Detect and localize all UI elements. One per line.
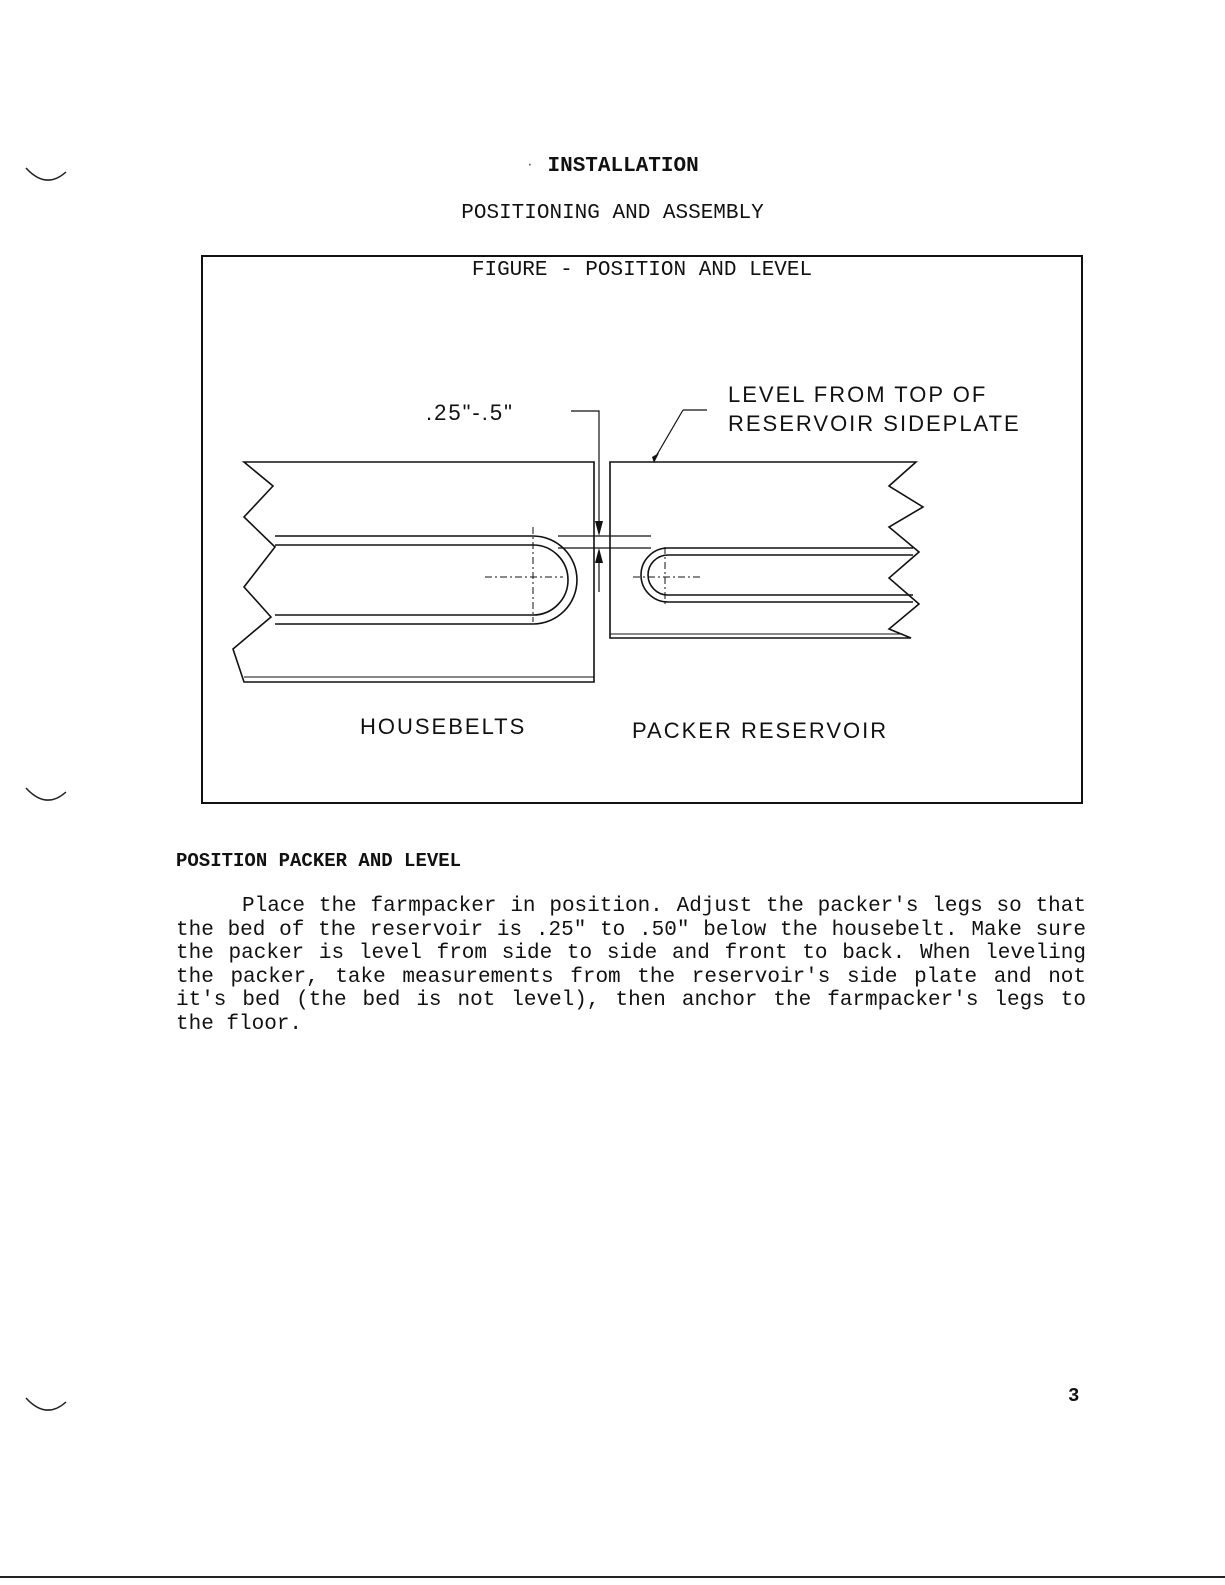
page-number: 3 — [1068, 1385, 1080, 1407]
dimension-arrow-down — [595, 521, 603, 536]
callout-line-2: RESERVOIR SIDEPLATE — [728, 411, 1021, 436]
page-title-text: INSTALLATION — [547, 155, 699, 178]
callout-leader — [655, 410, 683, 458]
body-paragraph-text: Place the farmpacker in position. Adjust the packer's legs so that the bed of the reservoir is .25" to .50" below the housebelt. Make sure the packer is level from side to side and front to back. When leveling the packer, take measurements from the reservoir's side plate and not it's bed (the bed is not level), then anchor the farmpacker's legs to the floor. — [176, 895, 1086, 1036]
housebelt-belt-inner — [275, 545, 568, 615]
section-heading: POSITION PACKER AND LEVEL — [176, 850, 462, 872]
page-title — [0, 155, 1225, 178]
position-level-diagram — [203, 257, 1083, 804]
packer-reservoir-label: PACKER RESERVOIR — [632, 718, 889, 743]
body-paragraph — [176, 895, 1086, 1036]
housebelt-outline — [233, 462, 594, 682]
stray-dot: · — [526, 158, 534, 173]
housebelts-label: HOUSEBELTS — [360, 714, 527, 739]
callout-line-1: LEVEL FROM TOP OF — [728, 382, 988, 407]
reservoir-belt-inner — [648, 555, 913, 595]
binder-hole-mark — [24, 1392, 68, 1416]
figure-box — [201, 255, 1083, 804]
reservoir-belt-outer — [641, 548, 913, 602]
housebelt-belt-outer — [275, 536, 577, 624]
dimension-label: .25"-.5" — [426, 400, 514, 425]
scan-edge-line — [0, 1576, 1225, 1578]
page-subtitle: POSITIONING AND ASSEMBLY — [461, 202, 764, 225]
dimension-arrow-up — [595, 548, 603, 563]
figure-caption: FIGURE - POSITION AND LEVEL — [471, 259, 813, 282]
binder-hole-mark — [24, 782, 68, 806]
